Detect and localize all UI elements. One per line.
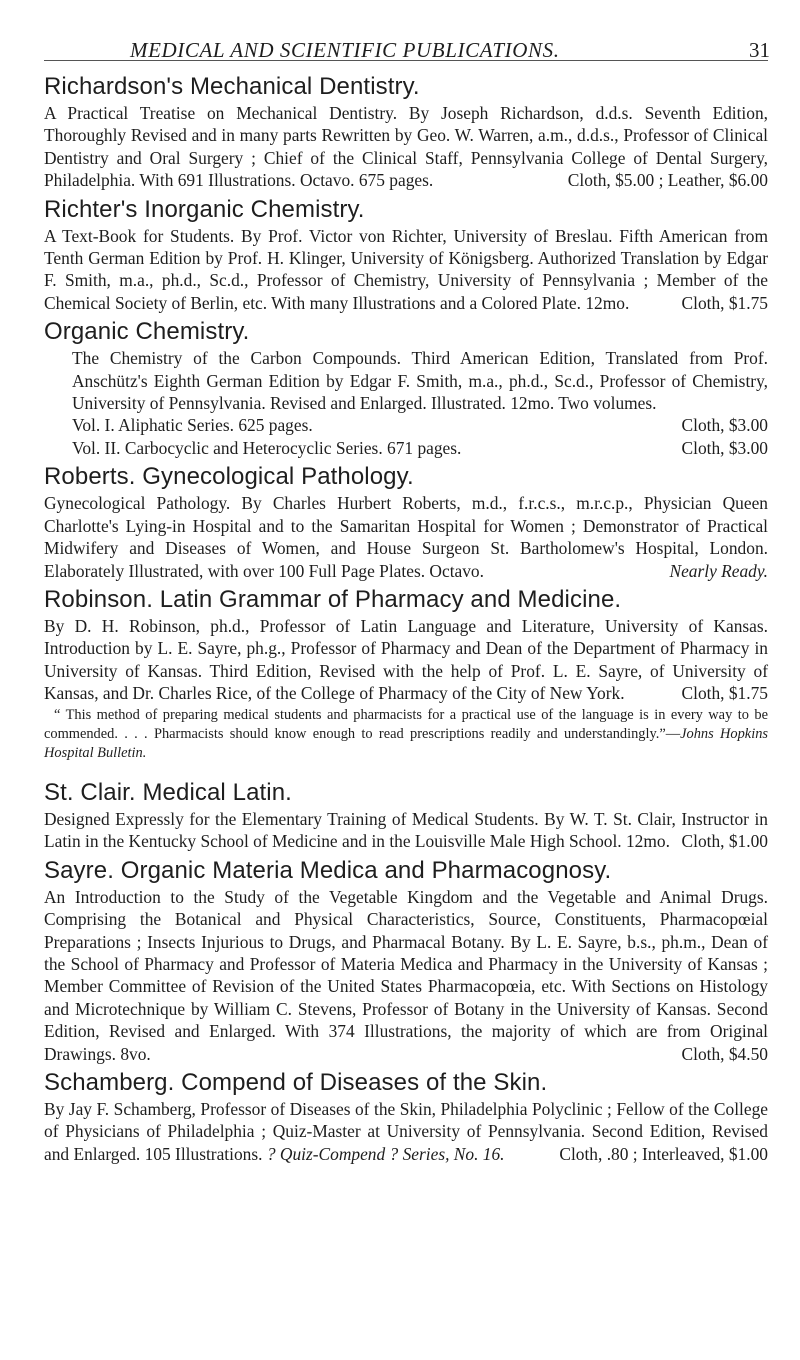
catalog-entry [44, 461, 768, 582]
entry-status: Nearly Ready. [669, 560, 768, 581]
running-head [44, 0, 768, 61]
running-head-title: MEDICAL AND SCIENTIFIC PUBLICATIONS. [130, 38, 560, 62]
entry-heading: Sayre. Organic Materia Medica and Pharmacognosy. [44, 856, 612, 884]
entry-price: Cloth, $1.75 [681, 292, 768, 313]
entry-list [44, 71, 768, 1165]
volume-price: Cloth, $3.00 [681, 415, 768, 436]
entry-description: A Practical Treatise on Mechanical Dentistry. By Joseph Richardson, d.d.s. Seventh Edition, Thoroughly Revised and in many parts Rewritten by Geo. W. Warren, a.m., d.d.s., Professor of Clinical Dentistry and Oral Surgery ; Chief of the Clinical Staff, Pennsylvania College of Dental Surgery, Philadelphia. With 691 Illustrations. Octavo. 675 pages. Cloth, $5.00 ; Leather, $6.00 [44, 103, 768, 191]
entry-heading: Robinson. Latin Grammar of Pharmacy and Medicine. [44, 585, 622, 613]
catalog-entry [44, 316, 768, 459]
volume-label: Vol. I. Aliphatic Series. 625 pages. [72, 415, 313, 436]
volume-list [44, 414, 768, 459]
volume-label: Vol. II. Carbocyclic and Heterocyclic Series. 671 pages. [72, 437, 462, 458]
review-quote: “ This method of preparing medical students and pharmacists for a practical use of the language is in every way to be commended. . . . Pharmacists should know enough to read prescriptions readily and understandingly.”—Johns Hopkins Hospital Bulletin. [44, 706, 768, 761]
entry-heading: Roberts. Gynecological Pathology. [44, 463, 414, 491]
catalog-entry [44, 777, 768, 853]
page-number: 31 [749, 38, 770, 62]
entry-heading: St. Clair. Medical Latin. [44, 778, 292, 806]
entry-price: Cloth, $1.00 [681, 831, 768, 852]
volume-line [72, 414, 768, 436]
entry-heading: Schamberg. Compend of Diseases of the Skin. [44, 1068, 548, 1096]
entry-description: Gynecological Pathology. By Charles Hurbert Roberts, m.d., f.r.c.s., m.r.c.p., Physician Queen Charlotte's Lying-in Hospital and to the Samaritan Hospital for Women ; Demonstrator of Practical Midwifery and Diseases of Women, and House Surgeon St. Bartholomew's Hospital, London. Elaborately Illustrated, with over 100 Full Page Plates. Octavo. Nearly Ready. [44, 493, 768, 581]
entry-price: Cloth, $1.75 [681, 683, 768, 704]
entry-description: A Text-Book for Students. By Prof. Victor von Richter, University of Breslau. Fifth American from Tenth German Edition by Prof. H. Klinger, University of Königsberg. Authorized Translation by Edgar F. Smith, m.a., ph.d., Sc.d., Professor of Chemistry, University of Pennsylvania ; Member of the Chemical Society of Berlin, etc. With many Illustrations and a Colored Plate. 12mo. Cloth, $1.75 [44, 225, 768, 313]
series-label: ? Quiz-Compend ? Series, No. 16. [266, 1143, 505, 1164]
entry-description: The Chemistry of the Carbon Compounds. Third American Edition, Translated from Prof. Anschütz's Eighth German Edition by Edgar F. Smith, m.a., ph.d., Sc.d., Professor of Chemistry, University of Pennsylvania. Revised and Enlarged. Illustrated. 12mo. Two volumes. [72, 348, 768, 414]
entry-description: By D. H. Robinson, ph.d., Professor of Latin Language and Literature, University of Kansas. Introduction by L. E. Sayre, ph.g., Professor of Pharmacy and Dean of the Department of Pharmacy in University of Kansas. Third Edition, Revised with the help of Prof. L. E. Sayre, of University of Kansas, and Dr. Charles Rice, of the College of Pharmacy of the City of New York. Cloth, $1.75 [44, 615, 768, 704]
entry-heading: Organic Chemistry. [44, 318, 250, 346]
catalog-entry [44, 194, 768, 315]
entry-price: Cloth, $5.00 ; Leather, $6.00 [567, 170, 768, 191]
catalog-entry [44, 1067, 768, 1165]
catalog-entry [44, 855, 768, 1065]
entry-price: Cloth, $4.50 [681, 1043, 768, 1064]
volume-line [72, 437, 768, 459]
volume-price: Cloth, $3.00 [681, 437, 768, 458]
entry-description: Designed Expressly for the Elementary Training of Medical Students. By W. T. St. Clair, Instructor in Latin in the Kentucky School of Medicine and in the Louisville Male High School. 12mo. Cloth, $1.00 [44, 808, 768, 852]
entry-heading: Richardson's Mechanical Dentistry. [44, 73, 420, 100]
entry-price: Cloth, .80 ; Interleaved, $1.00 [559, 1143, 768, 1164]
catalog-entry [44, 71, 768, 192]
catalog-entry [44, 584, 768, 763]
entry-description: By Jay F. Schamberg, Professor of Diseases of the Skin, Philadelphia Polyclinic ; Fellow of the College of Physicians of Philadelphia ; Quiz-Master at University of Pennsylvania. Second Edition, Revised and Enlarged. 105 Illustrations. ? Quiz-Compend ? Series, No. 16. Cloth, .80 ; Interleaved, $1.00 [44, 1098, 768, 1164]
entry-description: An Introduction to the Study of the Vegetable Kingdom and the Vegetable and Animal Drugs. Comprising the Botanical and Physical Characteristics, Source, Constituents, Pharmacopœial Preparations ; Insects Injurious to Drugs, and Pharmacal Botany. By L. E. Sayre, b.s., ph.m., Dean of the School of Pharmacy and Professor of Materia Medica and Pharmacy in the University of Kansas ; Member Committee of Revision of the United States Pharmacopœia, etc. With Sections on Histology and Microtechnique by William C. Stevens, Professor of Botany in the University of Kansas. Second Edition, Revised and Enlarged. With 374 Illustrations, the majority of which are from Original Drawings. 8vo. Cloth, $4.50 [44, 886, 768, 1064]
quote-source: Johns Hopkins Hospital Bulletin. [44, 725, 768, 761]
entry-heading: Richter's Inorganic Chemistry. [44, 195, 365, 223]
catalog-page [44, 0, 768, 1167]
